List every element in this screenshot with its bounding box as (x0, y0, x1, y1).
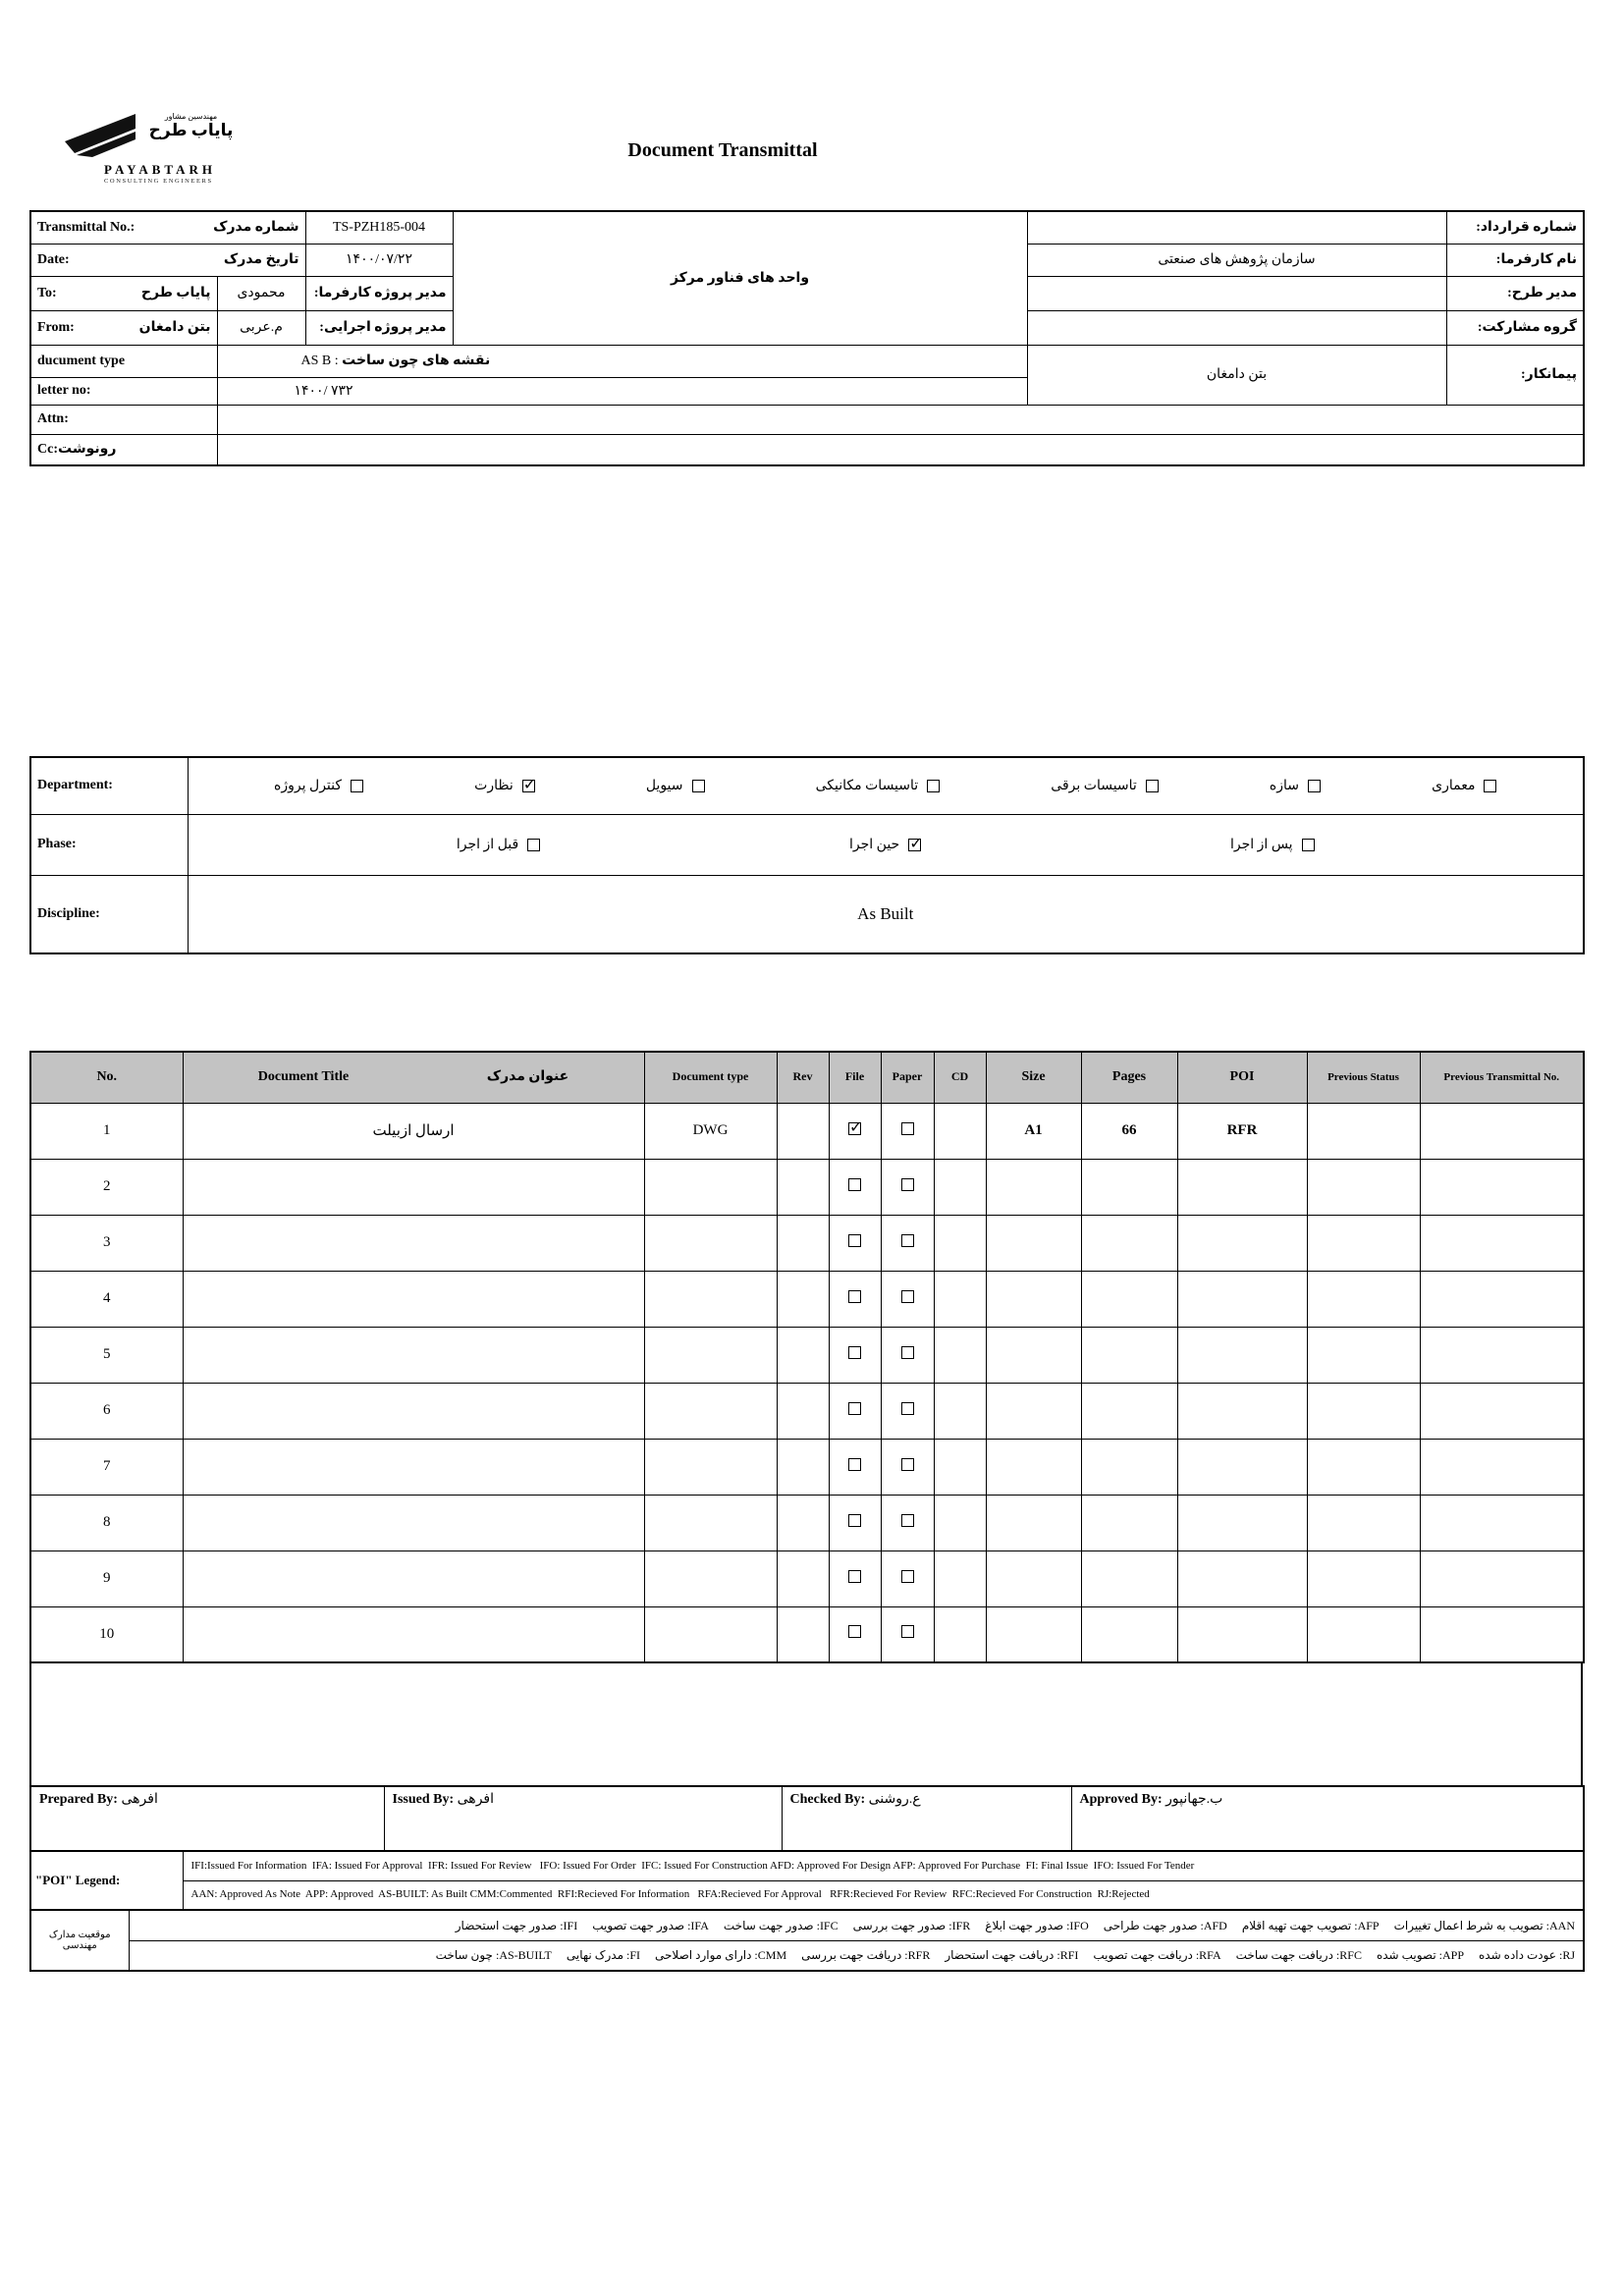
file-checkbox[interactable] (848, 1625, 861, 1638)
prepared-by-cell (30, 1786, 384, 1851)
department-option-label: معماری (1432, 778, 1476, 793)
doc-type-value (644, 1606, 777, 1662)
doc-poi (1177, 1495, 1307, 1551)
doc-cd (934, 1606, 986, 1662)
file-checkbox[interactable] (848, 1290, 861, 1303)
doc-no: 10 (30, 1606, 183, 1662)
col-header-no: No. (30, 1052, 183, 1103)
doc-rev (777, 1271, 829, 1327)
doc-prev-transmittal (1420, 1215, 1584, 1271)
doc-no: 5 (30, 1327, 183, 1383)
to-label-cell (30, 276, 217, 310)
phase-checkbox[interactable] (527, 839, 540, 851)
transmittal-no-label-fa: شماره مدرک (213, 220, 299, 236)
col-header-paper: Paper (881, 1052, 934, 1103)
documents-table (29, 1051, 1585, 1663)
from-label-cell (30, 310, 217, 345)
fa-legend-table (29, 1909, 1585, 1972)
doc-type-value-cell (217, 345, 1027, 377)
doc-size (986, 1383, 1081, 1439)
doc-file (829, 1159, 881, 1215)
paper-checkbox[interactable] (901, 1290, 914, 1303)
department-option (274, 778, 363, 794)
cc-label-cell (30, 434, 217, 465)
approved-by-name: ب.جهانپور (1165, 1792, 1223, 1807)
doc-size (986, 1271, 1081, 1327)
doc-rev (777, 1439, 829, 1495)
doc-title (183, 1495, 644, 1551)
from-value: بتن دامغان (138, 320, 211, 335)
doc-title (183, 1327, 644, 1383)
to-person: محمودی (217, 276, 305, 310)
checked-by-label: Checked By: (789, 1792, 866, 1807)
doc-prev-transmittal (1420, 1495, 1584, 1551)
doc-paper (881, 1551, 934, 1606)
doc-rev (777, 1327, 829, 1383)
paper-checkbox[interactable] (901, 1570, 914, 1583)
doc-poi (1177, 1551, 1307, 1606)
department-checkbox[interactable] (351, 780, 363, 792)
department-options-cell (188, 757, 1584, 814)
doc-poi (1177, 1327, 1307, 1383)
file-checkbox[interactable] (848, 1122, 861, 1135)
doc-title (183, 1215, 644, 1271)
doc-type-label: ducument type (30, 345, 217, 377)
doc-prev-status (1307, 1383, 1420, 1439)
issued-by-name: افرهی (457, 1792, 494, 1807)
contractor-value: بتن دامغان (1027, 345, 1446, 405)
date-value: ۱۴۰۰/۰۷/۲۲ (305, 244, 453, 276)
date-label-cell (30, 244, 305, 276)
file-checkbox[interactable] (848, 1458, 861, 1471)
file-checkbox[interactable] (848, 1514, 861, 1527)
issued-by-cell (384, 1786, 782, 1851)
doc-cd (934, 1495, 986, 1551)
doc-rev (777, 1103, 829, 1159)
partnership-value-cell (1027, 310, 1446, 345)
poi-legend-line-1: IFI:Issued For Information IFA: Issued For Approval IFR: Issued For Review IFO: Issued For Order IFC: Issued For Construction AFD: Approved For Design AFP: Approved For Purchase FI: Final Issue IFO: Issued For Tender (183, 1851, 1584, 1880)
doc-paper (881, 1215, 934, 1271)
department-checkbox[interactable] (692, 780, 705, 792)
paper-checkbox[interactable] (901, 1178, 914, 1191)
signatures-table (29, 1785, 1585, 1852)
doc-type-value (644, 1215, 777, 1271)
department-options (194, 778, 1578, 794)
transmittal-form (29, 112, 1583, 1972)
doc-type-separator: : (334, 354, 339, 368)
doc-poi (1177, 1439, 1307, 1495)
doc-cd (934, 1103, 986, 1159)
doc-size (986, 1439, 1081, 1495)
department-label: Department: (30, 757, 188, 814)
doc-pages (1081, 1495, 1177, 1551)
doc-prev-transmittal (1420, 1383, 1584, 1439)
doc-prev-transmittal (1420, 1439, 1584, 1495)
document-row (30, 1495, 1584, 1551)
col-header-title-en: Document Title (257, 1069, 350, 1085)
doc-file (829, 1215, 881, 1271)
discipline-value: As Built (188, 875, 1584, 953)
doc-paper (881, 1271, 934, 1327)
phase-option (849, 837, 921, 853)
file-checkbox[interactable] (848, 1178, 861, 1191)
doc-cd (934, 1439, 986, 1495)
document-row (30, 1159, 1584, 1215)
doc-type-value-fa: نقشه های چون ساخت (342, 354, 491, 368)
doc-paper (881, 1103, 934, 1159)
doc-no: 4 (30, 1271, 183, 1327)
col-header-title (183, 1052, 644, 1103)
col-header-rev: Rev (777, 1052, 829, 1103)
design-manager-value-cell (1027, 276, 1446, 310)
classification-table (29, 756, 1585, 954)
department-checkbox[interactable] (1146, 780, 1159, 792)
logo-company-name-fa: پایاب طرح (148, 121, 234, 139)
doc-type-value (644, 1439, 777, 1495)
paper-checkbox[interactable] (901, 1346, 914, 1359)
doc-prev-status (1307, 1551, 1420, 1606)
doc-rev (777, 1159, 829, 1215)
transmittal-no-value: TS-PZH185-004 (305, 211, 453, 244)
doc-size (986, 1327, 1081, 1383)
doc-cd (934, 1383, 986, 1439)
doc-poi (1177, 1271, 1307, 1327)
doc-file (829, 1439, 881, 1495)
col-header-size: Size (986, 1052, 1081, 1103)
doc-title (183, 1383, 644, 1439)
phase-option (457, 837, 540, 853)
document-row (30, 1215, 1584, 1271)
doc-type-value (644, 1271, 777, 1327)
doc-poi (1177, 1215, 1307, 1271)
poi-legend-line-2: AAN: Approved As Note APP: Approved AS-BUILT: As Built CMM:Commented RFI:Recieved For Information RFA:Recieved For Approval RFR:Recieved For Review RFC:Recieved For Construction RJ:Rejected (183, 1880, 1584, 1910)
fa-legend-label: موقعیت مدارک مهندسی (30, 1910, 129, 1971)
doc-title (183, 1439, 644, 1495)
phase-options (194, 837, 1578, 853)
logo-subtitle: CONSULTING ENGINEERS (104, 178, 213, 185)
doc-file (829, 1103, 881, 1159)
fa-legend-line-1: AAN: تصویب به شرط اعمال تغییرات AFP: تصویب جهت تهیه اقلام AFD: صدور جهت طراحی IFO: صدور جهت ابلاغ IFR: صدور جهت بررسی IFC: صدور جهت ساخت IFA: صدور جهت تصویب IFI: صدور جهت استحضار (129, 1910, 1584, 1940)
doc-paper (881, 1383, 934, 1439)
doc-cd (934, 1215, 986, 1271)
doc-size (986, 1215, 1081, 1271)
doc-size (986, 1606, 1081, 1662)
doc-prev-status (1307, 1215, 1420, 1271)
partnership-label: گروه مشارکت: (1446, 310, 1584, 345)
phase-checkbox[interactable] (1302, 839, 1315, 851)
center-note: واحد های فناور مرکز (453, 211, 1027, 345)
doc-no: 9 (30, 1551, 183, 1606)
letter-no-label: letter no: (30, 377, 217, 405)
col-header-cd: CD (934, 1052, 986, 1103)
discipline-label: Discipline: (30, 875, 188, 953)
doc-paper (881, 1606, 934, 1662)
file-checkbox[interactable] (848, 1402, 861, 1415)
phase-options-cell (188, 814, 1584, 875)
poi-legend-table (29, 1850, 1585, 1911)
doc-rev (777, 1551, 829, 1606)
issued-by-label: Issued By: (392, 1792, 455, 1807)
contract-no-label: شماره قرارداد: (1446, 211, 1584, 244)
contractor-label: پیمانکار: (1446, 345, 1584, 405)
client-name-value: سازمان پژوهش های صنعتی (1027, 244, 1446, 276)
doc-no: 2 (30, 1159, 183, 1215)
doc-file (829, 1271, 881, 1327)
department-checkbox[interactable] (927, 780, 940, 792)
doc-no: 8 (30, 1495, 183, 1551)
to-label: To: (37, 285, 57, 300)
doc-rev (777, 1215, 829, 1271)
col-header-file: File (829, 1052, 881, 1103)
col-header-title-fa: عنوان مدرک (486, 1069, 569, 1085)
client-pm-label: مدیر پروژه کارفرما: (305, 276, 453, 310)
department-option (1270, 778, 1321, 794)
doc-type-value: DWG (644, 1103, 777, 1159)
doc-title (183, 1159, 644, 1215)
paper-checkbox[interactable] (901, 1402, 914, 1415)
client-name-label: نام کارفرما: (1446, 244, 1584, 276)
department-option (1432, 778, 1496, 794)
fa-legend-line-2: RJ: عودت داده شده APP: تصویب شده RFC: دریافت جهت ساخت RFA: دریافت جهت تصویب RFI: دریافت جهت استحضار RFR: دریافت جهت بررسی CMM: دارای موارد اصلاحی FI: مدرک نهایی AS-BUILT: چون ساخت (129, 1940, 1584, 1971)
doc-paper (881, 1327, 934, 1383)
document-row (30, 1439, 1584, 1495)
department-option-label: تاسیسات مکانیکی (815, 778, 919, 793)
doc-prev-transmittal (1420, 1606, 1584, 1662)
transmittal-info-table (29, 210, 1585, 466)
phase-option-label: پس از اجرا (1230, 837, 1293, 852)
cc-label-fa: رونوشت (58, 442, 117, 458)
department-option-label: نظارت (474, 778, 514, 793)
doc-paper (881, 1439, 934, 1495)
approved-by-cell (1071, 1786, 1584, 1851)
doc-prev-transmittal (1420, 1271, 1584, 1327)
doc-pages (1081, 1606, 1177, 1662)
doc-cd (934, 1159, 986, 1215)
attn-label: Attn: (30, 405, 217, 434)
department-option (816, 778, 941, 794)
doc-type-value (644, 1327, 777, 1383)
logo-tagline: مهندسین مشاور (164, 112, 218, 121)
doc-poi: RFR (1177, 1103, 1307, 1159)
letter-no-value: ۱۴۰۰/ ۷۳۲ (217, 377, 1027, 405)
document-row (30, 1551, 1584, 1606)
phase-option (1230, 837, 1315, 853)
doc-type-value (644, 1159, 777, 1215)
cc-value-cell (217, 434, 1584, 465)
file-checkbox[interactable] (848, 1234, 861, 1247)
date-label: Date: (37, 251, 70, 267)
doc-type-value (644, 1495, 777, 1551)
doc-rev (777, 1383, 829, 1439)
department-option-label: سازه (1269, 778, 1300, 793)
doc-prev-transmittal (1420, 1327, 1584, 1383)
doc-pages (1081, 1551, 1177, 1606)
from-label: From: (37, 319, 75, 335)
prepared-by-name: افرهی (121, 1792, 158, 1807)
contract-no-value-cell (1027, 211, 1446, 244)
doc-title (183, 1551, 644, 1606)
department-checkbox[interactable] (522, 780, 535, 792)
document-row (30, 1103, 1584, 1159)
department-option (474, 778, 535, 794)
doc-prev-status (1307, 1271, 1420, 1327)
doc-prev-status (1307, 1103, 1420, 1159)
doc-prev-transmittal (1420, 1103, 1584, 1159)
col-header-poi: POI (1177, 1052, 1307, 1103)
file-checkbox[interactable] (848, 1346, 861, 1359)
phase-option-label: حین اجرا (849, 837, 900, 852)
phase-label: Phase: (30, 814, 188, 875)
doc-poi (1177, 1606, 1307, 1662)
cc-label: Cc: (37, 442, 58, 458)
doc-prev-status (1307, 1159, 1420, 1215)
doc-poi (1177, 1383, 1307, 1439)
department-option-label: سیویل (645, 778, 683, 793)
exec-pm-label: مدیر پروژه اجرایی: (305, 310, 453, 345)
department-option (646, 778, 705, 794)
doc-pages (1081, 1439, 1177, 1495)
paper-checkbox[interactable] (901, 1458, 914, 1471)
doc-prev-transmittal (1420, 1159, 1584, 1215)
paper-checkbox[interactable] (901, 1625, 914, 1638)
doc-file (829, 1327, 881, 1383)
department-checkbox[interactable] (1308, 780, 1321, 792)
documents-table-header (30, 1052, 1584, 1103)
doc-type-value-en: AS B (300, 354, 332, 368)
document-row (30, 1383, 1584, 1439)
doc-prev-transmittal (1420, 1551, 1584, 1606)
file-checkbox[interactable] (848, 1570, 861, 1583)
doc-cd (934, 1327, 986, 1383)
doc-poi (1177, 1159, 1307, 1215)
doc-size: A1 (986, 1103, 1081, 1159)
prepared-by-label: Prepared By: (39, 1792, 118, 1807)
form-header (29, 112, 1583, 187)
doc-size (986, 1159, 1081, 1215)
transmittal-no-label: Transmittal No.: (37, 219, 135, 235)
doc-title: ارسال ازبیلت (183, 1103, 644, 1159)
transmittal-no-label-cell (30, 211, 305, 244)
doc-file (829, 1383, 881, 1439)
department-option-label: کنترل پروژه (274, 778, 343, 793)
checked-by-name: ع.روشنی (868, 1792, 921, 1807)
doc-cd (934, 1271, 986, 1327)
document-row (30, 1606, 1584, 1662)
page-title: Document Transmittal (627, 139, 818, 161)
from-person: م.عربی (217, 310, 305, 345)
logo-company-name-en: PAYABTARH (104, 162, 217, 177)
doc-prev-status (1307, 1327, 1420, 1383)
department-option (1051, 778, 1159, 794)
doc-pages (1081, 1327, 1177, 1383)
phase-option-label: قبل از اجرا (456, 837, 519, 852)
approved-by-label: Approved By: (1079, 1792, 1163, 1807)
checked-by-cell (782, 1786, 1071, 1851)
to-value: پایاب طرح (140, 286, 211, 300)
documents-table-blank-area (29, 1663, 1583, 1785)
doc-pages: 66 (1081, 1103, 1177, 1159)
date-label-fa: تاریخ مدرک (223, 252, 299, 267)
department-option-label: تاسیسات برقی (1051, 778, 1137, 793)
department-checkbox[interactable] (1484, 780, 1496, 792)
doc-pages (1081, 1159, 1177, 1215)
doc-no: 1 (30, 1103, 183, 1159)
document-row (30, 1271, 1584, 1327)
doc-cd (934, 1551, 986, 1606)
phase-checkbox[interactable] (908, 839, 921, 851)
doc-title (183, 1606, 644, 1662)
col-header-doc-type: Document type (644, 1052, 777, 1103)
doc-pages (1081, 1271, 1177, 1327)
doc-rev (777, 1495, 829, 1551)
doc-no: 7 (30, 1439, 183, 1495)
doc-prev-status (1307, 1495, 1420, 1551)
doc-file (829, 1495, 881, 1551)
doc-file (829, 1551, 881, 1606)
doc-type-value (644, 1383, 777, 1439)
doc-pages (1081, 1383, 1177, 1439)
doc-title (183, 1271, 644, 1327)
doc-no: 6 (30, 1383, 183, 1439)
document-row (30, 1327, 1584, 1383)
doc-size (986, 1495, 1081, 1551)
paper-checkbox[interactable] (901, 1514, 914, 1527)
attn-value-cell (217, 405, 1584, 434)
doc-rev (777, 1606, 829, 1662)
doc-size (986, 1551, 1081, 1606)
doc-paper (881, 1495, 934, 1551)
doc-no: 3 (30, 1215, 183, 1271)
doc-prev-status (1307, 1439, 1420, 1495)
doc-pages (1081, 1215, 1177, 1271)
design-manager-label: مدیر طرح: (1446, 276, 1584, 310)
col-header-prev-transmittal: Previous Transmittal No. (1420, 1052, 1584, 1103)
poi-legend-label: "POI" Legend: (30, 1851, 183, 1910)
paper-checkbox[interactable] (901, 1234, 914, 1247)
col-header-pages: Pages (1081, 1052, 1177, 1103)
doc-prev-status (1307, 1606, 1420, 1662)
doc-file (829, 1606, 881, 1662)
paper-checkbox[interactable] (901, 1122, 914, 1135)
col-header-prev-status: Previous Status (1307, 1052, 1420, 1103)
doc-paper (881, 1159, 934, 1215)
doc-type-value (644, 1551, 777, 1606)
